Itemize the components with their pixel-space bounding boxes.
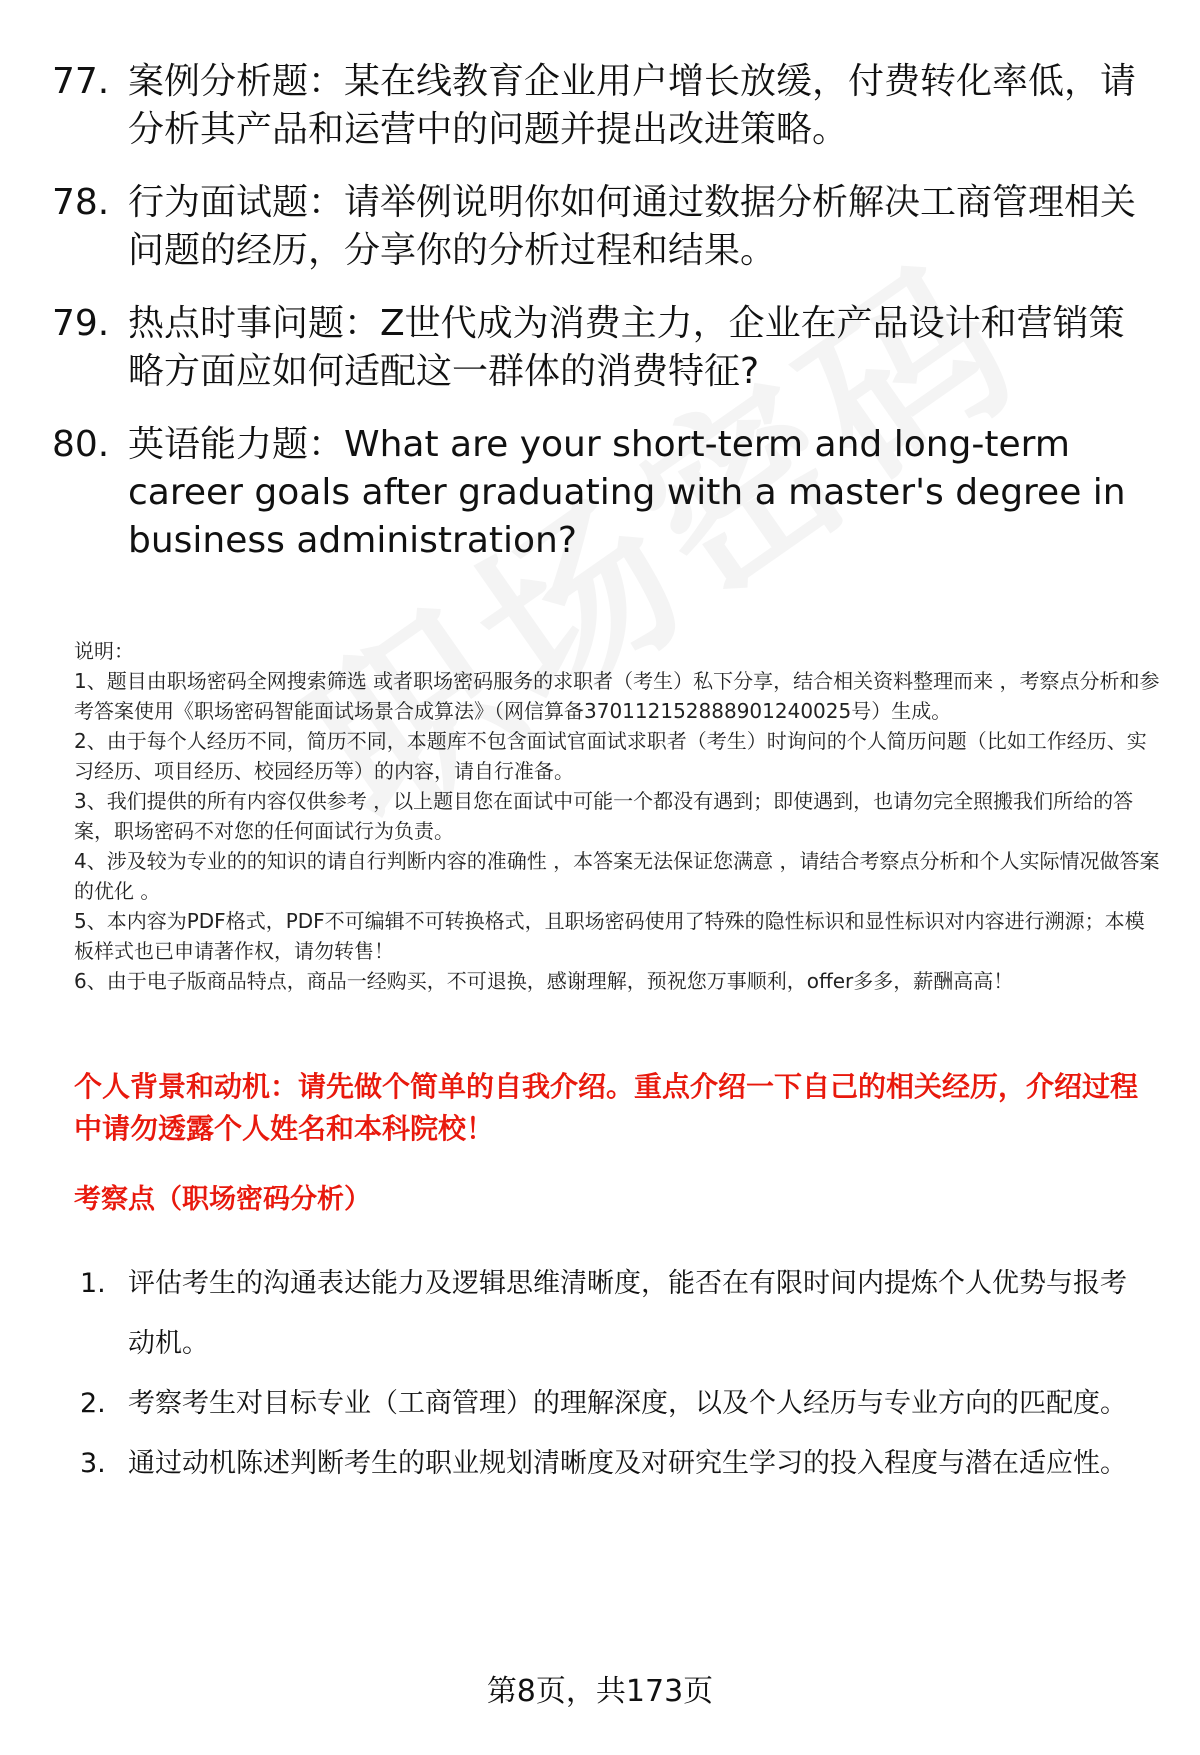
point-text: 通过动机陈述判断考生的职业规划清晰度及对研究生学习的投入程度与潜在适应性。: [128, 1448, 1127, 1479]
notes-block: [74, 636, 1164, 996]
question-number: 79.: [52, 303, 110, 344]
question-number: 80.: [52, 424, 110, 465]
section-subheading: 考察点（职场密码分析）: [74, 1184, 371, 1215]
question-text: 热点时事问题：Z世代成为消费主力，企业在产品设计和营销策略方面应如何适配这一群体的消费特征?: [128, 303, 1125, 392]
point-number: 1.: [80, 1268, 106, 1299]
assessment-point: [80, 1374, 1150, 1434]
point-number: 2.: [80, 1388, 106, 1419]
question-item: [52, 179, 1152, 275]
point-number: 3.: [80, 1448, 106, 1479]
question-text: 英语能力题：What are your short-term and long-term career goals after graduating with a master's degree in business administration?: [128, 424, 1126, 561]
note-item: 3、我们提供的所有内容仅供参考 ，以上题目您在面试中可能一个都没有遇到；即使遇到，也请勿完全照搬我们所给的答案，职场密码不对您的任何面试行为负责。: [74, 789, 1134, 843]
note-item: 5、本内容为PDF格式，PDF不可编辑不可转换格式，且职场密码使用了特殊的隐性标识和显性标识对内容进行溯源；本模板样式也已申请著作权，请勿转售！: [74, 909, 1145, 963]
point-text: 评估考生的沟通表达能力及逻辑思维清晰度，能否在有限时间内提炼个人优势与报考动机。: [128, 1268, 1127, 1359]
question-text: 案例分析题：某在线教育企业用户增长放缓，付费转化率低，请分析其产品和运营中的问题并提出改进策略。: [128, 61, 1137, 150]
question-item: [52, 421, 1152, 565]
notes-title: 说明：: [74, 639, 134, 663]
assessment-point: [80, 1254, 1150, 1374]
note-item: 1、题目由职场密码全网搜索筛选 或者职场密码服务的求职者（考生）私下分享，结合相关资料整理而来 ，考察点分析和参考答案使用《职场密码智能面试场景合成算法》（网信算备370112152888901240025号）生成。: [74, 669, 1160, 723]
note-item: 2、由于每个人经历不同，简历不同，本题库不包含面试官面试求职者（考生）时询问的个人简历问题（比如工作经历、实习经历、项目经历、校园经历等）的内容，请自行准备。: [74, 729, 1147, 783]
section-heading: 个人背景和动机：请先做个简单的自我介绍。重点介绍一下自己的相关经历，介绍过程中请勿透露个人姓名和本科院校！: [74, 1070, 1139, 1145]
note-item: 6、由于电子版商品特点，商品一经购买，不可退换，感谢理解，预祝您万事顺利，offer多多，薪酬高高！: [74, 969, 1014, 993]
point-text: 考察考生对目标专业（工商管理）的理解深度，以及个人经历与专业方向的匹配度。: [128, 1388, 1127, 1419]
page-footer: 第8页，共173页: [486, 1674, 714, 1709]
question-number: 78.: [52, 182, 110, 223]
question-text: 行为面试题：请举例说明你如何通过数据分析解决工商管理相关问题的经历，分享你的分析过程和结果。: [128, 182, 1137, 271]
question-list: [52, 58, 1152, 590]
question-item: [52, 58, 1152, 154]
assessment-point: [80, 1434, 1150, 1494]
question-number: 77.: [52, 61, 110, 102]
question-item: [52, 300, 1152, 396]
note-item: 4、涉及较为专业的的知识的请自行判断内容的准确性 ，本答案无法保证您满意 ，请结合考察点分析和个人实际情况做答案的优化 。: [74, 849, 1160, 903]
assessment-points: [80, 1254, 1150, 1494]
